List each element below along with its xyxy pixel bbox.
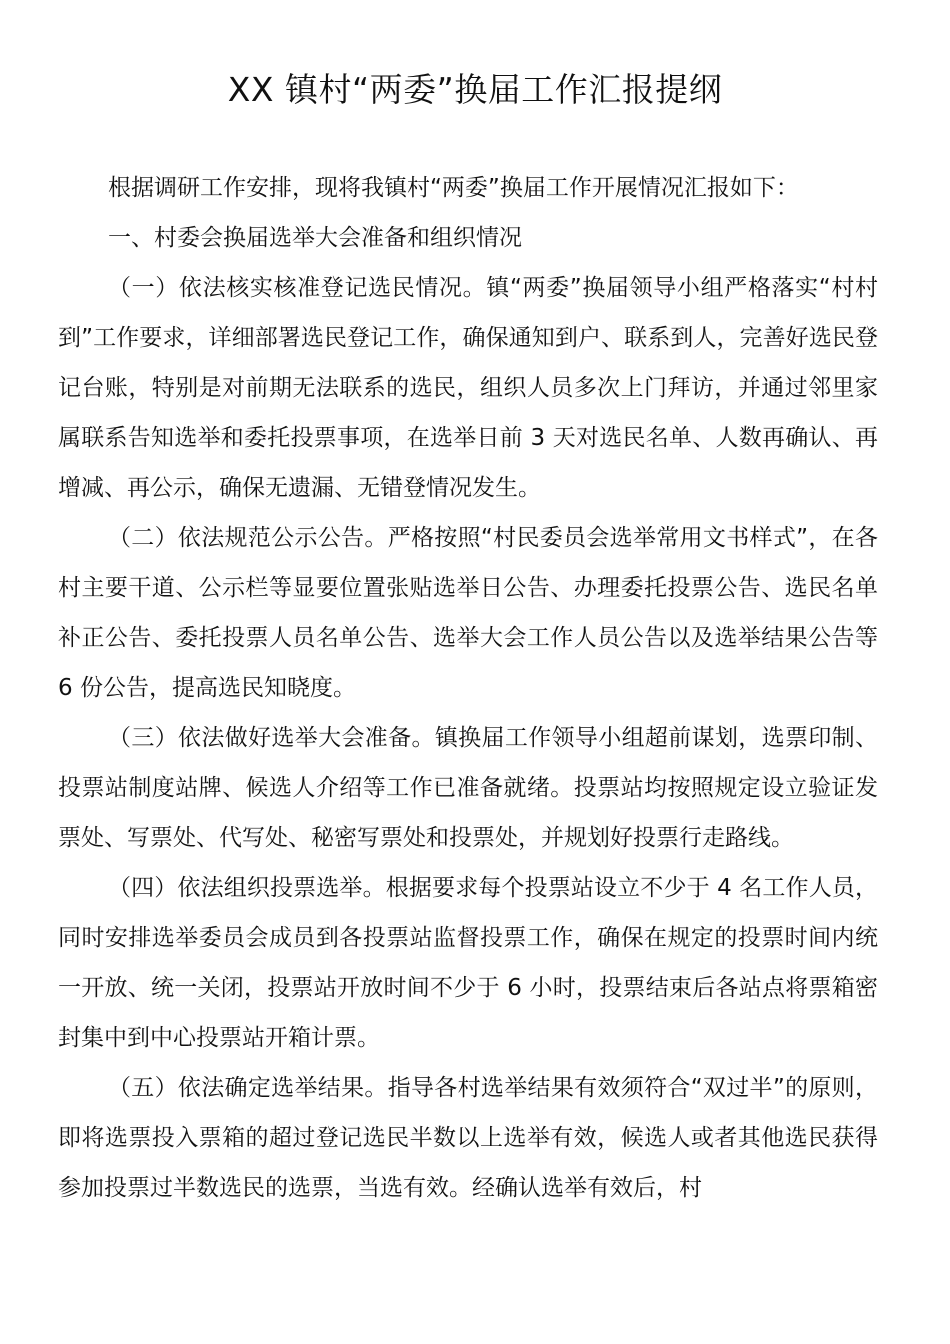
paragraph-item-5: （五）依法确定选举结果。指导各村选举结果有效须符合“双过半”的原则，即将选票投入票箱的超过登记选民半数以上选举有效，候选人或者其他选民获得参加投票过半数选民的选票，当选有效。经确认选举有效后，村 xyxy=(58,1075,878,1201)
paragraph-item-4: （四）依法组织投票选举。根据要求每个投票站设立不少于 4 名工作人员，同时安排选举委员会成员到各投票站监督投票工作，确保在规定的投票时间内统一开放、统一关闭，投票站开放时间不少于 6 小时，投票结束后各站点将票箱密封集中到中心投票站开箱计票。 xyxy=(58,875,878,1051)
section-heading: 一、村委会换届选举大会准备和组织情况 xyxy=(108,225,522,251)
paragraph-item-2: （二）依法规范公示公告。严格按照“村民委员会选举常用文书样式”，在各村主要干道、公示栏等显要位置张贴选举日公告、办理委托投票公告、选民名单补正公告、委托投票人员名单公告、选举大会工作人员公告以及选举结果公告等 6 份公告，提高选民知晓度。 xyxy=(58,525,878,701)
intro-paragraph: 根据调研工作安排，现将我镇村“两委”换届工作开展情况汇报如下： xyxy=(108,175,799,201)
document-title: XX 镇村“两委”换届工作汇报提纲 xyxy=(227,70,723,109)
document-body xyxy=(58,163,878,1213)
paragraph-item-3: （三）依法做好选举大会准备。镇换届工作领导小组超前谋划，选票印制、投票站制度站牌、候选人介绍等工作已准备就绪。投票站均按照规定设立验证发票处、写票处、代写处、秘密写票处和投票处，并规划好投票行走路线。 xyxy=(58,725,878,851)
paragraph-item-1: （一）依法核实核准登记选民情况。镇“两委”换届领导小组严格落实“村村到”工作要求，详细部署选民登记工作，确保通知到户、联系到人，完善好选民登记台账，特别是对前期无法联系的选民，组织人员多次上门拜访，并通过邻里家属联系告知选举和委托投票事项，在选举日前 3 天对选民名单、人数再确认、再增减、再公示，确保无遗漏、无错登情况发生。 xyxy=(58,275,878,501)
